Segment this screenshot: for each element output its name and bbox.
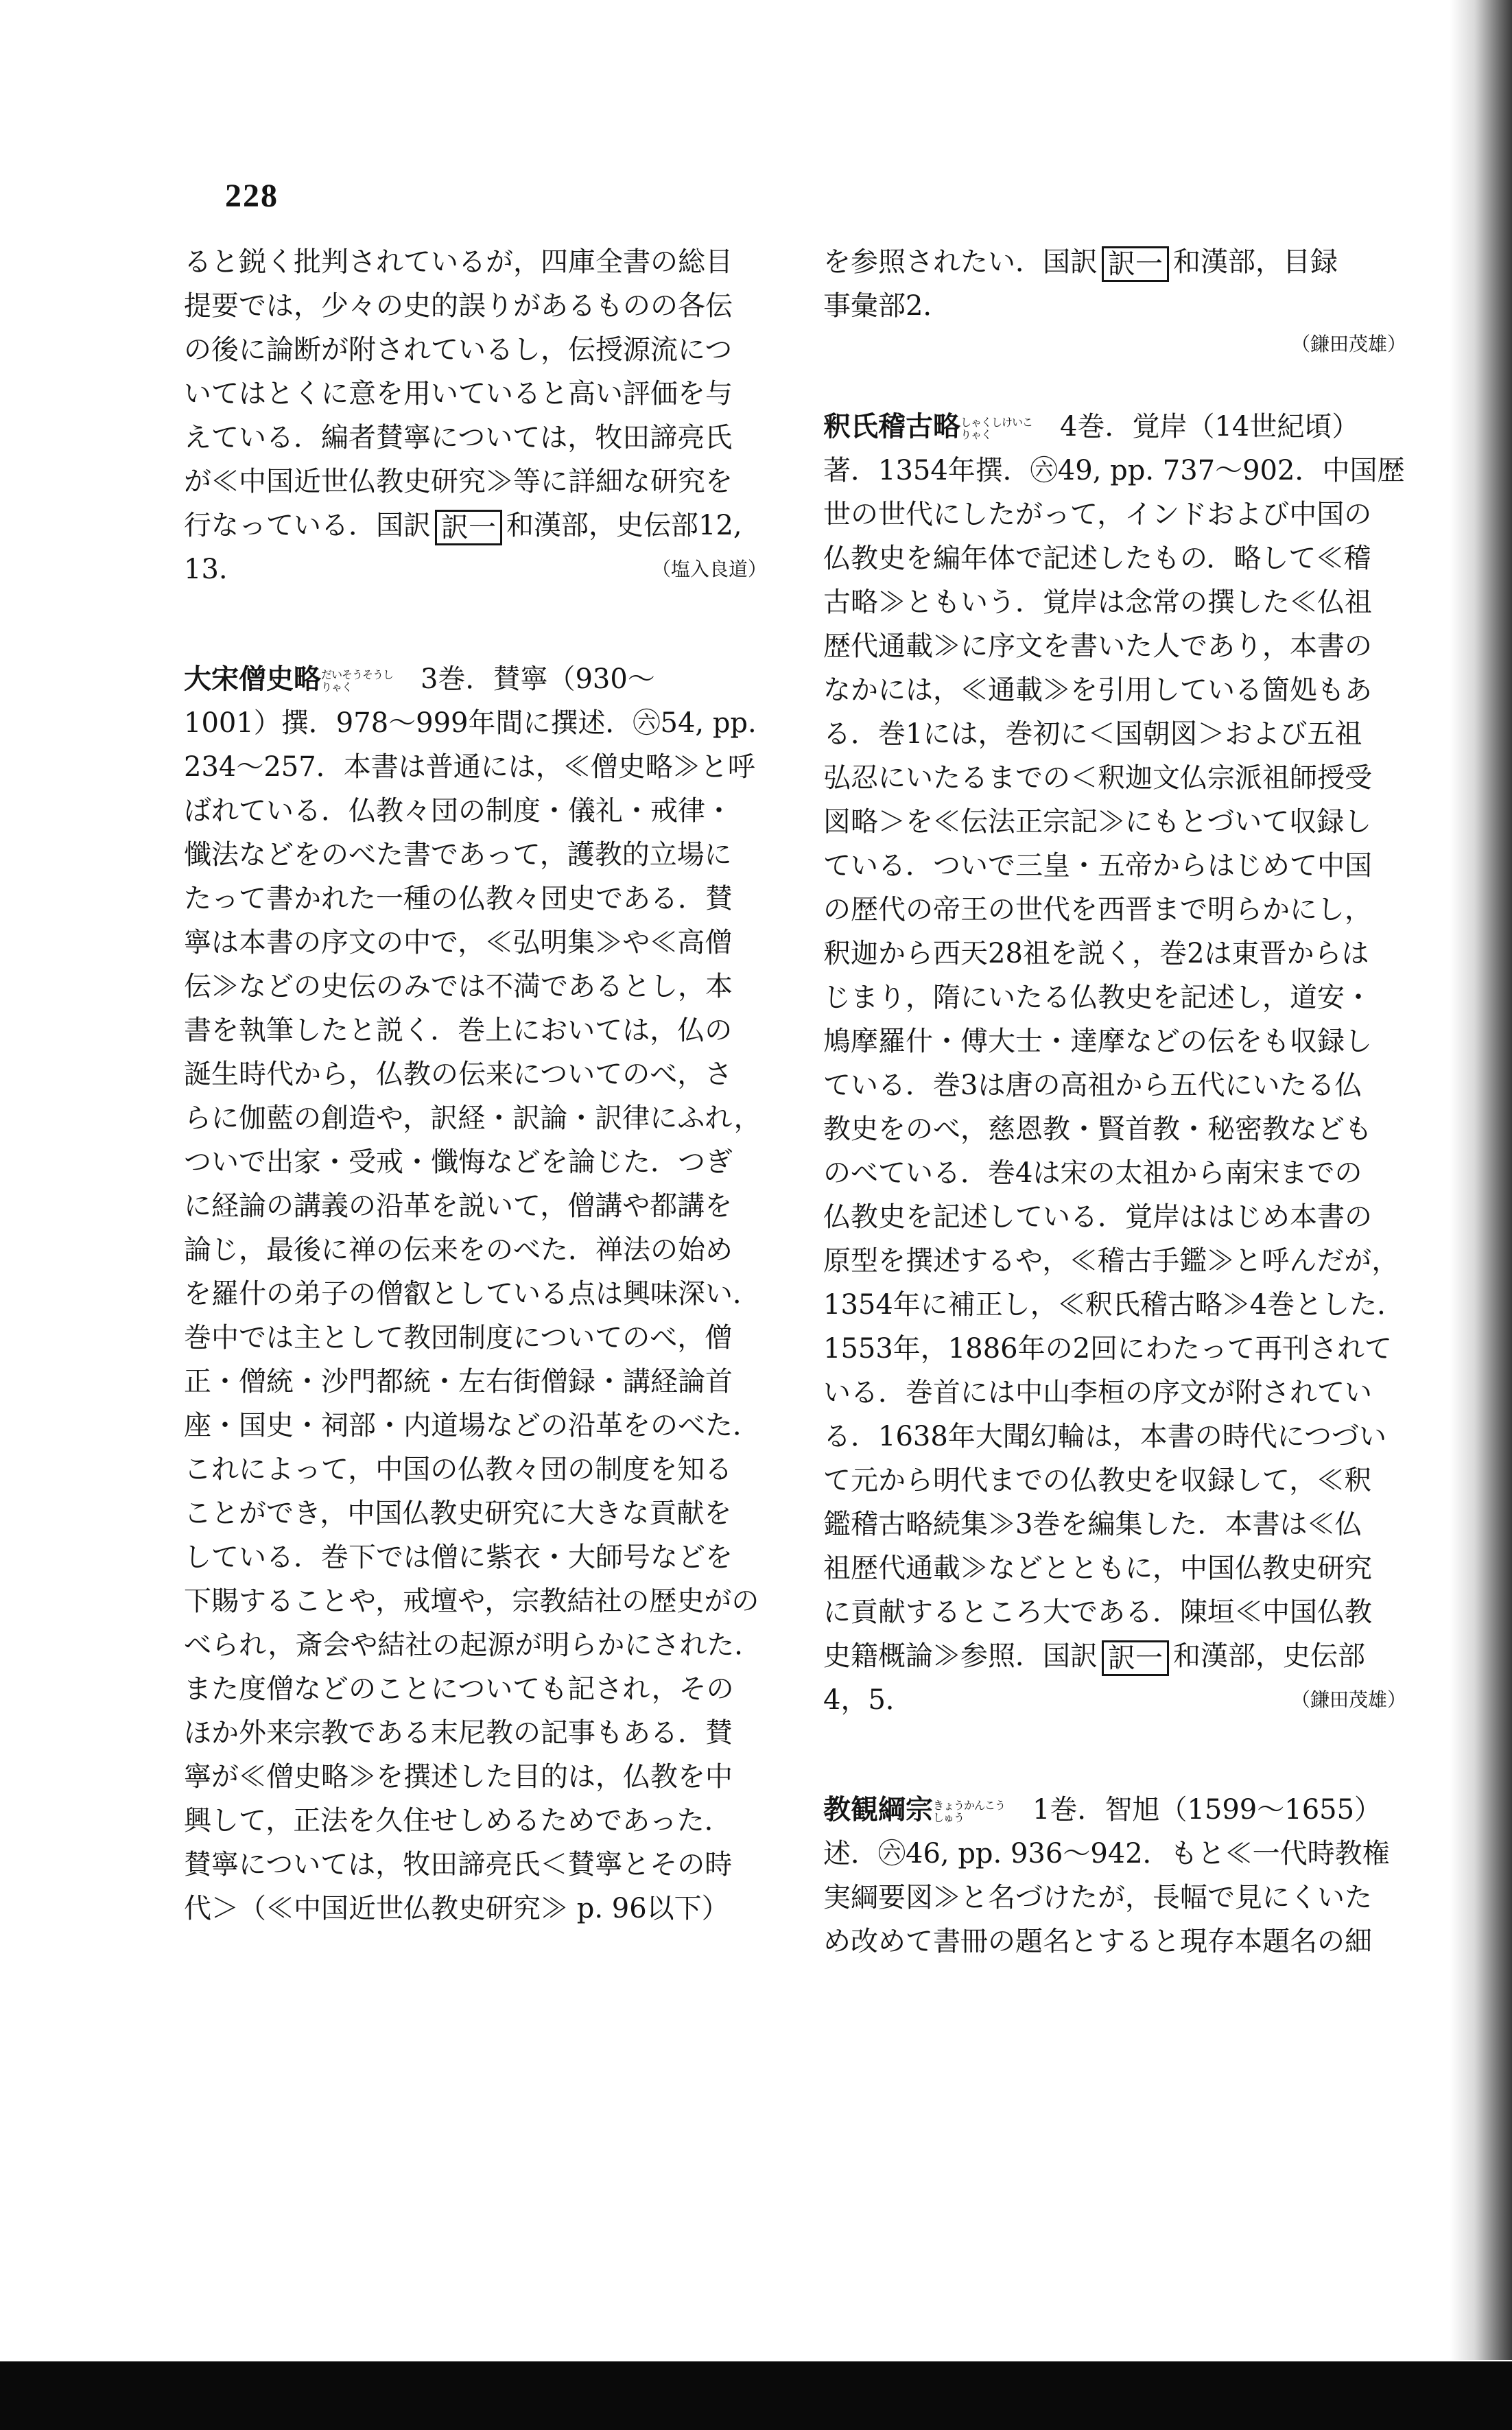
text-line: いる．巻首には中山李桓の序文が附されてい [823,1377,1372,1408]
text-line: に経論の講義の沿革を説いて，僧講や都講を [184,1190,733,1222]
text-line: 事彙部2． [823,290,951,322]
text-line: ると鋭く批判されているが，四庫全書の総目 [184,246,733,278]
text-line: 寧は本書の序文の中で，≪弘明集≫や≪高僧 [184,927,733,958]
text-line: 論じ，最後に禅の伝来をのべた．禅法の始め [184,1234,733,1266]
text-line: 鑑稽古略続集≫3巻を編集した．本書は≪仏 [823,1509,1362,1540]
text-line: 歴代通載≫に序文を書いた人であり，本書の [823,630,1372,662]
translation-box-label: 訳一 [1102,1640,1169,1676]
entry-title: 教観綱宗 [823,1793,933,1826]
text-line: 座・国史・祠部・内道場などの沿革をのべた． [184,1410,760,1441]
text-line: 仏教史を編年体で記述したもの．略して≪稽 [823,543,1371,574]
text-line: 述．㊅46, pp. 936～942．もと≪一代時教権 [823,1838,1390,1869]
page-number: 228 [225,178,279,214]
translation-box-label: 訳一 [1102,246,1169,282]
text-line: め改めて書冊の題名とすると現存本題名の細 [823,1926,1372,1957]
text-line: なかには，≪通載≫を引用している箇処もあ [823,674,1372,706]
text-line: 古略≫ともいう．覚岸は念常の撰した≪仏祖 [823,587,1372,618]
text-line: たって書かれた一種の仏教々団史である．賛 [184,883,733,915]
text-line: 図略＞を≪伝法正宗記≫にもとづいて収録し [823,806,1372,838]
text-line: 教史をのべ，慈恩教・賢首教・秘密教なども [823,1113,1372,1145]
text-line: 4，5． （鎌田茂雄） [823,1678,1406,1722]
entry-body-text [823,1832,1406,1963]
text-line: えている．編者賛寧については，牧田諦亮氏 [184,422,733,453]
author-credit: （塩入良道） [651,558,767,580]
entry-heading: 教観綱宗きょうかんこうしゅう 1巻．智旭（1599～1655） [823,1793,1382,1826]
text-line: 正・僧統・沙門都統・左右街僧録・講経論首 [184,1366,733,1397]
text-line: ている．巻3は唐の高祖から五代にいたる仏 [823,1070,1362,1101]
text-line: 実綱要図≫と名づけたが，長幅で見にくいた [823,1882,1372,1913]
author-credit: （鎌田茂雄） [1290,1688,1406,1711]
text-line: 興して，正法を久住せしめるためであった． [184,1805,732,1837]
text-line: 祖歴代通載≫などとともに，中国仏教史研究 [823,1553,1372,1584]
text-line: 寧が≪僧史略≫を撰述した目的は，仏教を中 [184,1761,733,1793]
page-binding-shadow [1450,0,1512,2360]
text-line: 書を執筆したと説く．巻上においては，仏の [184,1015,733,1046]
text-line: る．1638年大聞幻輪は，本書の時代につづい [823,1421,1386,1452]
text-line: 提要では，少々の史的誤りがあるものの各伝 [184,290,733,322]
text-line: 弘忍にいたるまでの＜釈迦文仏宗派祖師授受 [823,762,1372,794]
text-line: 仏教史を記述している．覚岸ははじめ本書の [823,1201,1372,1233]
entry-title: 大宋僧史略 [184,663,321,695]
text-line: 下賜することや，戒壇や，宗教結社の歴史がの [184,1585,759,1617]
text-line: 史籍概論≫参照．国訳 訳一 和漢部，史伝部 [823,1634,1406,1678]
text-line: 懺法などをのべた書であって，護教的立場に [184,839,732,871]
text-line: の後に論断が附されているし，伝授源流につ [184,334,733,366]
entry-body-text [184,701,767,1931]
scan-border [0,2361,1512,2430]
text-line: している．巻下では僧に紫衣・大師号などを [184,1542,733,1573]
entry-continuation-text [184,240,767,504]
text-line: また度僧などのことについても記され，その [184,1673,734,1705]
text-line: の歴代の帝王の世代を西晋まで明らかにし， [823,894,1372,925]
text-line: 13. （塩入良道） [184,547,767,591]
text-line: 巻中では主として教団制度についてのべ，僧 [184,1322,733,1354]
entry-title: 釈氏稽古略 [823,410,960,443]
entry-title-reading: だいそうそうしりゃく [321,668,394,694]
entry-body-text [823,449,1406,1634]
right-column [823,240,1406,1963]
text-line: 誕生時代から，仏教の伝来についてのべ，さ [184,1059,733,1090]
text-line: 234～257．本書は普通には，≪僧史略≫と呼 [184,751,755,783]
text-line: らに伽藍の創造や，訳経・訳論・訳律にふれ， [184,1102,761,1134]
text-line: べられ，斎会や結社の起源が明らかにされた． [184,1629,762,1661]
text-line: ことができ，中国仏教史研究に大きな貢献を [184,1498,732,1529]
text-line: 鳩摩羅什・傅大士・達摩などの伝をも収録し [823,1026,1372,1057]
entry-heading: 大宋僧史略だいそうそうしりゃく 3巻．賛寧（930～ [184,663,655,695]
text-line: る．巻1には，巻初に＜国朝図＞および五祖 [823,718,1362,750]
translation-box-label: 訳一 [435,510,502,545]
text-line: 原型を撰述するや，≪稽古手鑑≫と呼んだが， [823,1245,1399,1277]
entry-title-reading: しゃくしけいこりゃく [960,416,1033,441]
text-line: 著．1354年撰．㊅49, pp. 737～902．中国歴 [823,455,1405,486]
text-line: ばれている．仏教々団の制度・儀礼・戒律・ [184,795,733,827]
text-line: て元から明代までの仏教史を収録して，≪釈 [823,1465,1372,1496]
text-line: が≪中国近世仏教史研究≫等に詳細な研究を [184,466,733,497]
entry-title-reading: きょうかんこうしゅう [933,1799,1006,1824]
text-line: 賛寧については，牧田諦亮氏＜賛寧とその時 [184,1849,733,1880]
text-line: いてはとくに意を用いていると高い評価を与 [184,378,733,410]
text-line: 1553年，1886年の2回にわたって再刊されて [823,1333,1393,1365]
text-line: じまり，隋にいたる仏教史を記述し，道安・ [823,982,1372,1013]
text-line: のべている．巻4は宋の太祖から南宋までの [823,1157,1362,1189]
text-line: 行なっている．国訳 訳一 和漢部，史伝部12, [184,504,767,547]
text-line: 伝≫などの史伝のみでは不満であるとし，本 [184,971,733,1002]
text-line: を参照されたい．国訳 訳一 和漢部，目録 [823,240,1406,284]
text-line: 1001）撰．978～999年間に撰述．㊅54, pp. [184,707,757,739]
text-line: に貢献するところ大である．陳垣≪中国仏教 [823,1596,1372,1628]
left-column [184,240,767,1931]
text-line: 釈迦から西天28祖を説く，巻2は東晋からは [823,938,1369,969]
author-credit: （鎌田茂雄） [1290,333,1406,355]
text-line: 代＞（≪中国近世仏教史研究≫ p. 96以下） [184,1893,729,1924]
text-line: ほか外来宗教である末尼教の記事もある．賛 [184,1717,733,1749]
text-line: 世の世代にしたがって，インドおよび中国の [823,499,1372,530]
text-line: これによって，中国の仏教々団の制度を知る [184,1454,733,1485]
text-line: ついで出家・受戒・懺悔などを論じた．つぎ [184,1146,733,1178]
entry-heading: 釈氏稽古略しゃくしけいこりゃく 4巻．覚岸（14世紀頃） [823,410,1360,443]
text-line: ている．ついで三皇・五帝からはじめて中国 [823,850,1372,882]
text-line: を羅什の弟子の僧叡としている点は興味深い． [184,1278,760,1310]
text-line: 1354年に補正し，≪釈氏稽古略≫4巻とした． [823,1289,1405,1321]
